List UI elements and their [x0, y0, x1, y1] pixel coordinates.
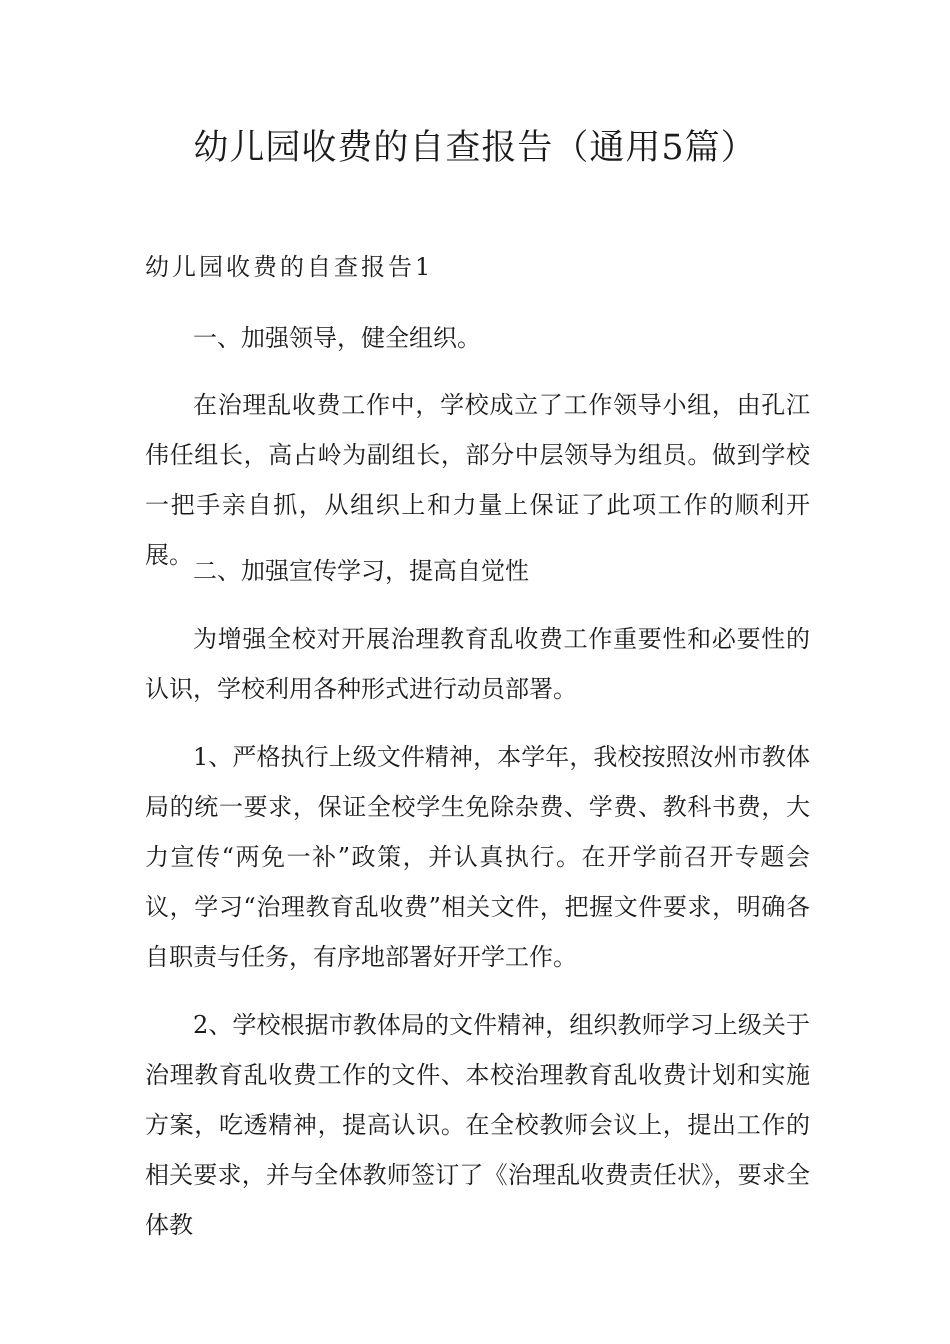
- paragraph-heading-2: 二、加强宣传学习，提高自觉性: [193, 557, 529, 585]
- paragraph: 1、严格执行上级文件精神，本学年，我校按照汝州市教体局的统一要求，保证全校学生免除杂费、学费、教科书费，大力宣传“两免一补”政策，并认真执行。在开学前召开专题会议，学习“治理教育乱收费”相关文件，把握文件要求，明确各自职责与任务，有序地部署好开学工作。: [145, 743, 810, 971]
- paragraph: 2、学校根据市教体局的文件精神，组织教师学习上级关于治理教育乱收费工作的文件、本校治理教育乱收费计划和实施方案，吃透精神，提高认识。在全校教师会议上，提出工作的相关要求，并与全体教师签订了《治理乱收费责任状》，要求全体教: [145, 1011, 810, 1239]
- document-title: 幼儿园收费的自查报告（通用5篇）: [193, 128, 757, 168]
- paragraph: 为增强全校对开展治理教育乱收费工作重要性和必要性的认识，学校利用各种形式进行动员部署。: [145, 625, 810, 703]
- section-heading: 幼儿园收费的自查报告1: [145, 253, 434, 281]
- paragraph: 在治理乱收费工作中，学校成立了工作领导小组，由孔江伟任组长，高占岭为副组长，部分中层领导为组员。做到学校一把手亲自抓，从组织上和力量上保证了此项工作的顺利开展。: [145, 391, 810, 569]
- paragraph-heading-1: 一、加强领导，健全组织。: [193, 324, 481, 352]
